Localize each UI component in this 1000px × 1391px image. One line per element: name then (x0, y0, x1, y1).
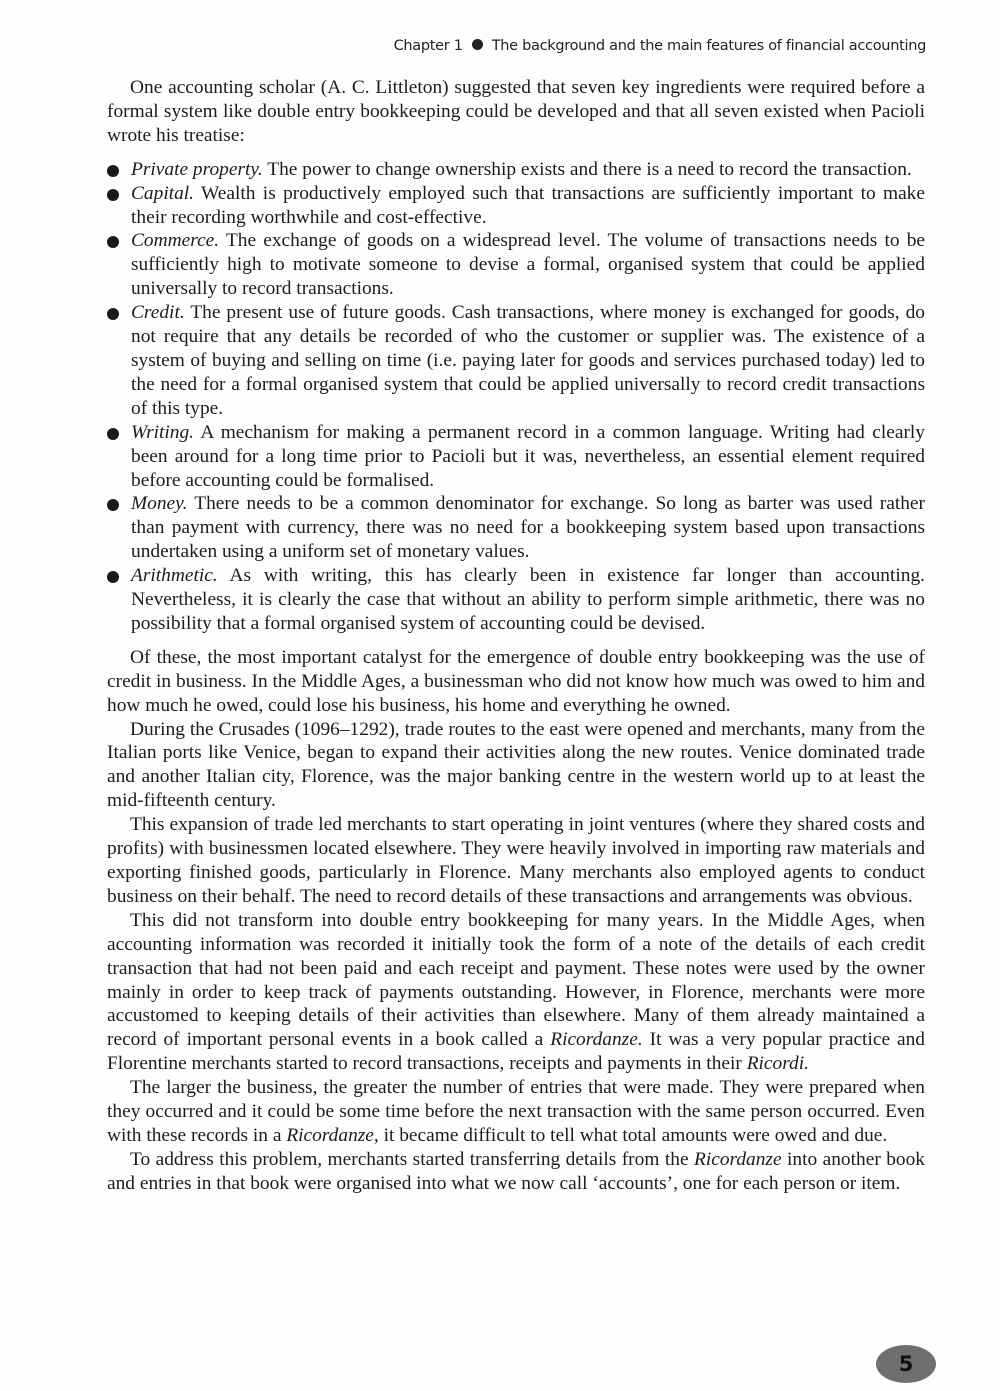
bullet-icon (107, 165, 119, 177)
list-item-text: The power to change ownership exists and there is a need to record the transaction. (262, 158, 912, 180)
list-item-text: Wealth is productively employed such that transactions are sufficiently important to make their recording worthwhile and cost-effective. (131, 182, 925, 228)
list-item-term: Capital. (131, 182, 195, 204)
list-item-text: As with writing, this has clearly been in existence far longer than accounting. Nevertheless, it is clearly the case that without an ability to perform simple arithmetic, there was no possibility that a formal organised system of accounting could be devised. (131, 565, 925, 634)
bullet-icon (107, 428, 119, 440)
text-run: into another book and entries in that book were organised into what we now call ‘accounts’, one for each person or item. (107, 1148, 925, 1194)
text-run: This did not transform into double entry bookkeeping for many years. In the Middle Ages, when accounting information was recorded it initially took the form of a note of the details of each credit transaction that had not been paid and each receipt and payment. These notes were used by the owner mainly in order to keep track of payments outstanding. However, in Florence, merchants were more accustomed to keeping details of their activities than elsewhere. Many of them already maintained a record of important personal events in a book called a (107, 909, 925, 1051)
list-item (107, 301, 925, 421)
list-item-text: A mechanism for making a permanent record in a common language. Writing had clearly been around for a long time prior to Pacioli but it was, nevertheless, an essential element required before accounting could be formalised. (131, 421, 925, 491)
list-item-term: Writing. (131, 421, 195, 443)
list-item-term: Commerce. (131, 230, 220, 252)
body-text (107, 76, 925, 1196)
italic-term: Ricordi. (746, 1053, 809, 1075)
list-item-term: Money. (131, 493, 188, 515)
bullet-icon (107, 236, 119, 248)
paragraph-crusades: During the Crusades (1096–1292), trade routes to the east were opened and merchants, many from the Italian ports like Venice, began to expand their activities along the new routes. Venice dominated trade and another Italian city, Florence, was the major banking centre in the western world up to at least the mid-fifteenth century. (107, 718, 925, 812)
list-item (107, 421, 925, 493)
bullet-icon (107, 499, 119, 511)
bullet-icon (107, 571, 119, 583)
ingredients-list (107, 158, 925, 636)
paragraph-credit-catalyst: Of these, the most important catalyst for the emergence of double entry bookkeeping was the use of credit in business. In the Middle Ages, a businessman who did not know how much was owed to him and how much he owed, could lose his business, his home and everything he owned. (107, 646, 925, 716)
chapter-title: The background and the main features of financial accounting (491, 38, 926, 54)
list-item (107, 492, 925, 564)
list-item-text: There needs to be a common denominator for exchange. So long as barter was used rather than payment with currency, there was no need for a bookkeeping system based upon transactions undertaken using a uniform set of monetary values. (131, 493, 925, 563)
intro-paragraph: One accounting scholar (A. C. Littleton) suggested that seven key ingredients were required before a formal system like double entry bookkeeping could be developed and that all seven existed when Pacioli wrote his treatise: (107, 77, 925, 146)
list-item-text: The present use of future goods. Cash transactions, where money is exchanged for goods, do not require that any details be recorded of who the customer or supplier was. The existence of a system of buying and selling on time (i.e. paying later for goods and services purchased today) led to the need for a formal organised system that could be applied universally to record credit transactions of this type. (131, 302, 925, 419)
list-item (107, 564, 925, 636)
text-run: To address this problem, merchants started transferring details from the (130, 1148, 694, 1170)
paragraph-joint-ventures: This expansion of trade led merchants to start operating in joint ventures (where they shared costs and profits) with businessmen located elsewhere. They were heavily involved in importing raw materials and exporting finished goods, particularly in Florence. Many merchants also employed agents to conduct business on their behalf. The need to record details of these transactions and arrangements was obvious. (107, 814, 925, 907)
italic-term: Ricordanze. (550, 1029, 643, 1051)
text-run: It was a very popular practice and Florentine merchants started to record transactions, receipts and payments in their (107, 1029, 926, 1075)
list-item (107, 158, 925, 182)
chapter-label: Chapter 1 (393, 38, 463, 54)
text-run: The larger the business, the greater the number of entries that were made. They were prepared when they occurred and it could be some time before the next transaction with the same person occurred. Even with these records in a (107, 1077, 925, 1146)
list-item (107, 229, 925, 301)
list-item-term: Credit. (131, 302, 185, 324)
bullet-icon (107, 189, 119, 201)
list-item-text: The exchange of goods on a widespread level. The volume of transactions needs to be sufficiently high to motivate someone to devise a formal, organised system that could be applied universally to record transactions. (131, 230, 925, 300)
bullet-icon (107, 308, 119, 320)
paragraph-accounts (107, 1148, 925, 1196)
list-item-term: Private property. (131, 158, 263, 180)
text-run: it became difficult to tell what total amounts were owed and due. (378, 1124, 888, 1146)
italic-term: Ricordanze (693, 1148, 782, 1170)
list-item-term: Arithmetic. (131, 565, 218, 587)
paragraph-ricordanze (107, 909, 925, 1076)
paragraph-larger-business (107, 1076, 925, 1148)
page-number: 5 (876, 1345, 936, 1383)
italic-term: Ricordanze, (286, 1124, 379, 1146)
running-head (394, 38, 926, 54)
list-item (107, 182, 925, 230)
bullet-separator-icon (472, 39, 483, 50)
